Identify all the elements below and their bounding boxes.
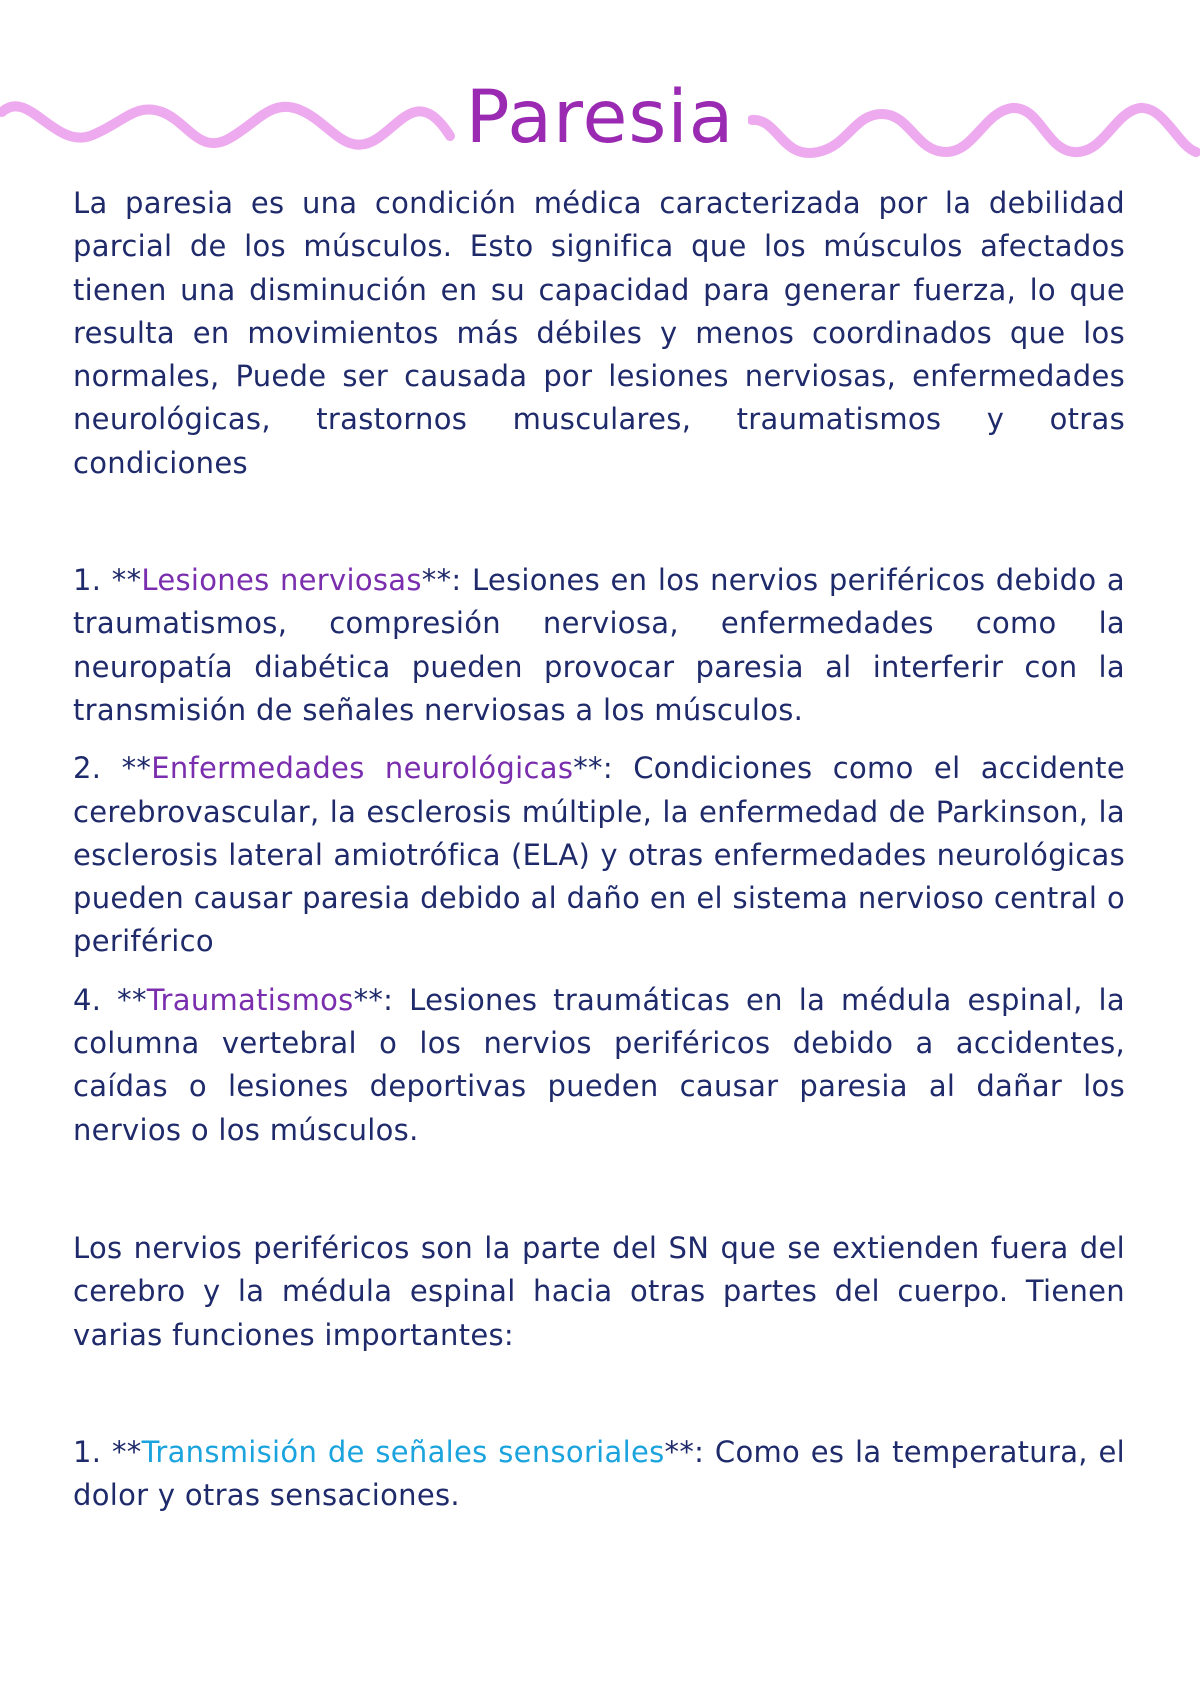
nerves-intro-paragraph: Los nervios periféricos son la parte del SN que se extienden fuera del cerebro y la médula espinal hacia otras partes del cuerpo. Tienen varias funciones importantes: <box>73 1230 1125 1352</box>
cause-description: Lesiones traumáticas en la médula espinal, la columna vertebral o los nervios periféricos debido a accidentes, caídas o lesiones deportivas pueden causar paresia al dañar los nervios o los músculos. <box>73 982 1125 1147</box>
function-open-marks: ** <box>111 1434 142 1469</box>
function-term: Transmisión de señales sensoriales <box>141 1434 665 1469</box>
document-body <box>73 182 1125 1517</box>
wave-right-stroke <box>752 108 1196 153</box>
page-title: Paresia <box>465 75 735 160</box>
cause-number: 4. <box>73 982 102 1017</box>
function-description: Como es la temperatura, el dolor y otras sensaciones. <box>73 1434 1125 1513</box>
cause-close-marks: **: <box>353 982 394 1017</box>
cause-term: Enfermedades neurológicas <box>151 751 574 786</box>
cause-description: Lesiones en los nervios periféricos debido a traumatismos, compresión nerviosa, enfermedades como la neuropatía diabética pueden provocar paresia al interferir con la transmisión de señales nerviosas a los músculos. <box>73 563 1125 727</box>
function-number: 1. <box>73 1434 102 1469</box>
cause-close-marks: **: <box>421 563 462 598</box>
cause-open-marks: ** <box>117 982 147 1017</box>
cause-number: 2. <box>73 751 102 786</box>
cause-open-marks: ** <box>121 751 152 786</box>
cause-close-marks: **: <box>573 751 613 786</box>
intro-paragraph: La paresia es una condición médica caracterizada por la debilidad parcial de los músculos. Esto significa que los músculos afectados tienen una disminución en su capacidad para generar fuerza, lo que resulta en movimientos más débiles y menos coordinados que los normales, Puede ser causada por lesiones nerviosas, enfermedades neurológicas, trastornos musculares, traumatismos y otras condiciones <box>73 186 1125 480</box>
cause-item <box>73 747 1125 963</box>
decorative-wave-right <box>748 90 1200 190</box>
cause-term: Traumatismos <box>146 982 354 1017</box>
function-close-marks: **: <box>664 1434 705 1469</box>
cause-number: 1. <box>73 563 102 598</box>
function-item <box>73 1431 1125 1518</box>
cause-open-marks: ** <box>111 563 142 598</box>
cause-item <box>73 979 1125 1152</box>
cause-description: Condiciones como el accidente cerebrovascular, la esclerosis múltiple, la enfermedad de Parkinson, la esclerosis lateral amiotrófica (ELA) y otras enfermedades neurológicas pueden causar paresia debido al daño en el sistema nervioso central o periférico <box>73 751 1125 959</box>
cause-term: Lesiones nerviosas <box>141 563 422 598</box>
cause-item <box>73 559 1125 732</box>
